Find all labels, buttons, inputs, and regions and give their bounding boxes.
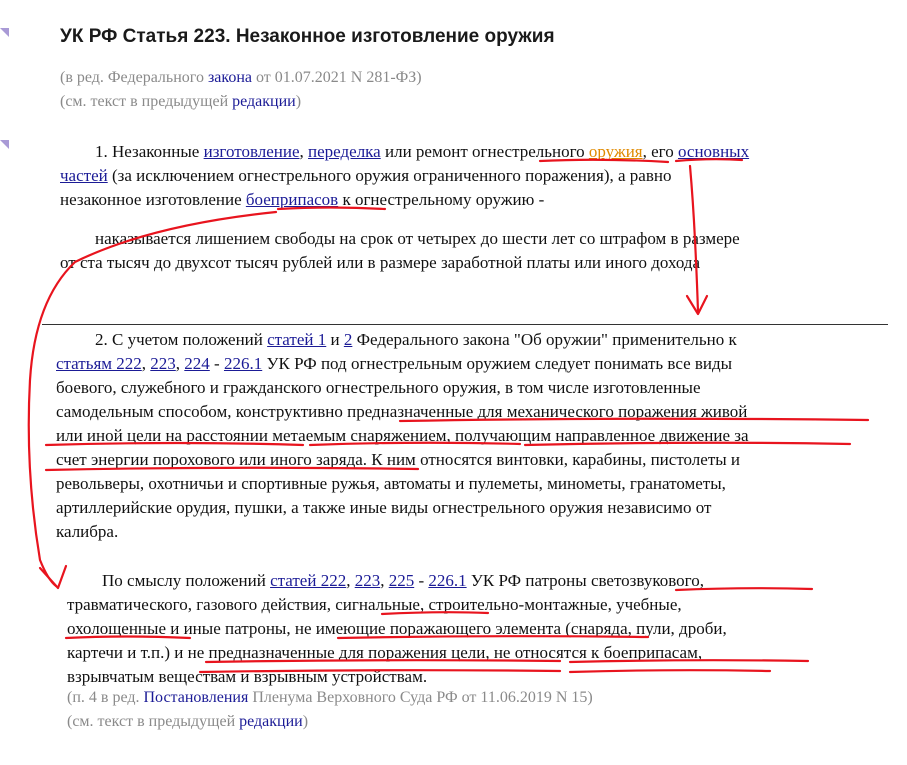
law-link[interactable]: закона <box>207 69 252 86</box>
article-line: или иной цели на расстоянии метаемым снаряжением, получающим направленное движение за <box>56 426 749 445</box>
text: к огнестрельному оружию - <box>338 190 545 209</box>
text: УК РФ под огнестрельным оружием следует понимать все виды <box>262 354 733 373</box>
previous-edition-note <box>67 713 308 731</box>
article-line: счет энергии порохового или иного заряда. К ним относятся винтовки, карабины, пистолеты и <box>56 450 741 469</box>
edition-link[interactable]: редакции <box>232 93 296 110</box>
link-article-226-1[interactable]: 226.1 <box>223 354 263 373</box>
link-parts[interactable]: частей <box>60 166 108 185</box>
note-text: Пленума Верховного Суда РФ от 11.06.2019 N 15) <box>248 689 593 706</box>
article-line: калибра. <box>56 522 119 541</box>
article-line <box>56 354 732 374</box>
link-manufacture[interactable]: изготовление <box>203 142 300 161</box>
text: УК РФ патроны светозвукового, <box>466 571 704 590</box>
article-line: от ста тысяч до двухсот тысяч рублей или в размере заработной платы или иного дохода <box>60 253 701 272</box>
link-ammunition[interactable]: боеприпасов <box>245 190 339 209</box>
note-text: ) <box>295 93 302 110</box>
article-line: картечи и т.п.) и не предназначенные для поражения цели, не относятся к боеприпасам, <box>67 643 703 662</box>
text: , <box>380 571 389 590</box>
text: или ремонт огнестрельного <box>380 142 589 161</box>
link-article-2[interactable]: 2 <box>343 330 353 349</box>
note-text: (см. текст в предыдущей <box>60 93 233 110</box>
note-text: (в ред. Федерального <box>60 69 208 86</box>
edition-note <box>67 689 593 707</box>
link-weapon[interactable]: оружия <box>588 142 643 161</box>
note-text: от 01.07.2021 N 281-ФЗ) <box>251 69 422 86</box>
annotation-arrow-head <box>40 566 66 588</box>
note-text: (см. текст в предыдущей <box>67 713 240 730</box>
article-line: артиллерийские орудия, пушки, а также иные виды огнестрельного оружия независимо от <box>56 498 712 517</box>
article-line: револьверы, охотничьи и спортивные ружья, автоматы и пулеметы, минометы, гранатометы, <box>56 474 726 493</box>
text: - <box>414 571 429 590</box>
link-article-224[interactable]: 224 <box>184 354 210 373</box>
link-main-parts[interactable]: основных <box>677 142 750 161</box>
text: , <box>141 354 151 373</box>
bookmark-marker-icon <box>0 28 9 37</box>
article-line <box>95 142 749 162</box>
annotation-underline <box>570 670 770 672</box>
edition-link[interactable]: редакции <box>239 713 303 730</box>
text: По смыслу положений <box>102 571 271 590</box>
article-line: охолощенные и иные патроны, не имеющие поражающего элемента (снаряда, пули, дроби, <box>67 619 727 638</box>
text: , <box>299 142 309 161</box>
text: , его <box>642 142 678 161</box>
link-article-222[interactable]: статей 222 <box>270 571 347 590</box>
note-text: (п. 4 в ред. <box>67 689 144 706</box>
article-line <box>102 571 704 591</box>
article-line <box>60 190 544 210</box>
note-text: ) <box>302 713 309 730</box>
text: 1. Незаконные <box>95 142 204 161</box>
text: - <box>209 354 224 373</box>
section-divider <box>42 324 888 325</box>
article-line: травматического, газового действия, сигнальные, строительно-монтажные, учебные, <box>67 595 682 614</box>
text: незаконное изготовление <box>60 190 246 209</box>
text: (за исключением огнестрельного оружия ограниченного поражения), а равно <box>107 166 672 185</box>
text: , <box>175 354 185 373</box>
article-line: самодельным способом, конструктивно предназначенные для механического поражения живой <box>56 402 748 421</box>
annotation-arrow-head <box>687 296 707 314</box>
previous-edition-note <box>60 93 301 111</box>
link-article-1[interactable]: статей 1 <box>267 330 327 349</box>
link-alteration[interactable]: переделка <box>308 142 381 161</box>
text: и <box>326 330 344 349</box>
article-line: наказывается лишением свободы на срок от четырех до шести лет со штрафом в размере <box>95 229 740 248</box>
text: 2. С учетом положений <box>95 330 268 349</box>
link-article-225[interactable]: 225 <box>388 571 415 590</box>
link-article-223[interactable]: 223 <box>354 571 381 590</box>
article-line <box>95 330 737 350</box>
text: Федерального закона "Об оружии" применительно к <box>352 330 737 349</box>
article-line: боевого, служебного и гражданского огнестрельного оружия, в том числе изготовленные <box>56 378 701 397</box>
text: , <box>346 571 355 590</box>
article-line <box>60 166 671 186</box>
link-article-223[interactable]: 223 <box>150 354 176 373</box>
link-article-226-1[interactable]: 226.1 <box>428 571 467 590</box>
resolution-link[interactable]: Постановления <box>143 689 249 706</box>
link-article-222[interactable]: статьям 222 <box>56 354 142 373</box>
page-title: УК РФ Статья 223. Незаконное изготовление оружия <box>60 26 555 47</box>
bookmark-marker-icon <box>0 140 9 149</box>
edition-note <box>60 69 422 87</box>
article-line: взрывчатым веществам и взрывным устройствам. <box>67 667 428 686</box>
